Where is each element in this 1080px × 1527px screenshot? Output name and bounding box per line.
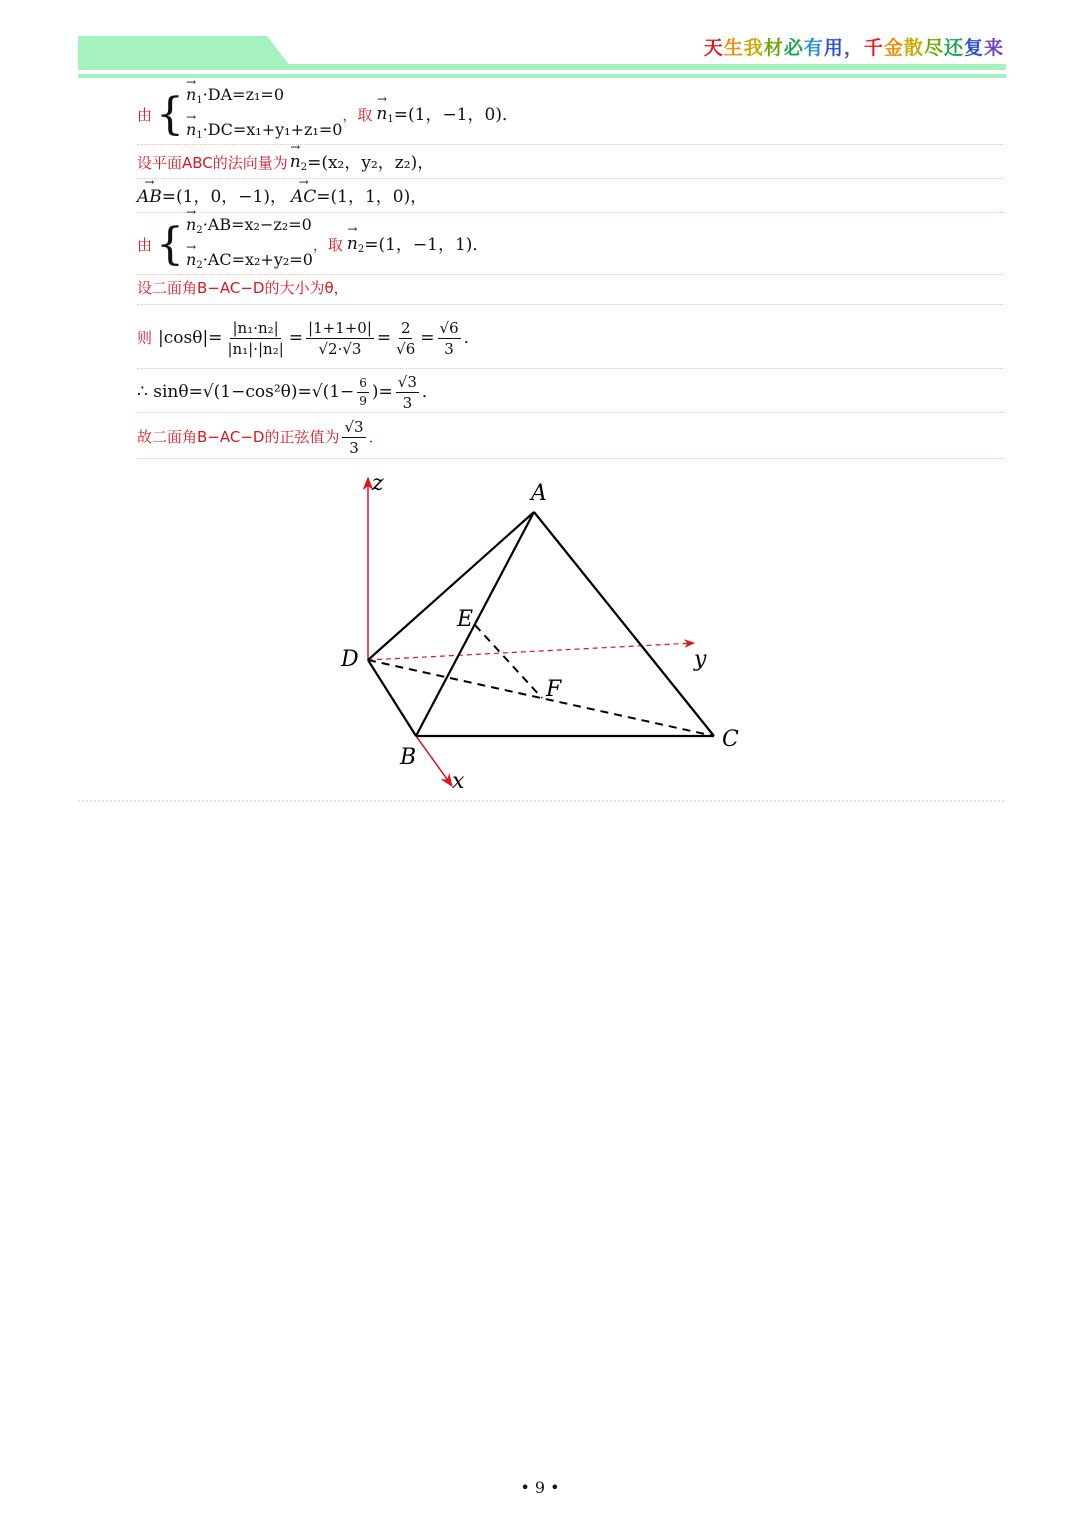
equation-1: ·DA=z₁=0	[202, 85, 285, 104]
vector-ab-value: =(1，0，−1)，	[161, 186, 287, 207]
equation-2: ·DC=x₁+y₁+z₁=0	[202, 120, 343, 139]
label-a: A	[531, 481, 547, 506]
label-z: z	[372, 471, 384, 496]
edge-ab	[416, 512, 534, 736]
conclusion-denominator: 3	[349, 438, 359, 457]
take-label-2: ，取	[312, 236, 343, 254]
take-label: ，取	[342, 106, 373, 124]
motto-char: 必	[783, 37, 804, 59]
motto-char: 来	[983, 37, 1004, 59]
brace-2: {	[156, 219, 185, 270]
solution-line-7: ∴ sinθ=√(1−cos²θ)=√(1− $\frac{6}{9}$ )= $\frac{√3}{3}$ ．	[137, 372, 1003, 413]
then-label: 则	[137, 329, 153, 347]
you-label: 由	[137, 106, 153, 124]
solution-line-1: 由 { → $n_1\cdot DA=z_1=0$ → $n_1\cdot DC=x_1+y_1+z_1=0$ ，取 → $n_1$ =(1，−1，0)．	[137, 86, 1003, 145]
motto-char: 千	[863, 37, 884, 59]
equation-4: ·AC=x₂+y₂=0	[202, 250, 313, 269]
motto-char: 有	[803, 37, 824, 59]
solution-line-8: 故二面角B−AC−D的正弦值为 $\frac{√3}{3}$ ．	[137, 416, 1003, 459]
conclusion-text: 故二面角B−AC−D的正弦值为	[137, 428, 340, 446]
motto-char: 用	[823, 37, 844, 59]
conclusion-numerator: √3	[344, 417, 364, 436]
frac3-denominator: √6	[396, 339, 416, 358]
frac1-numerator: |n₁·n₂|	[232, 318, 279, 337]
motto-char: 散	[903, 37, 924, 59]
label-d: D	[341, 647, 359, 672]
motto-char: 材	[763, 37, 784, 59]
motto-char: 生	[723, 37, 744, 59]
motto-char: 金	[883, 37, 904, 59]
normal-1-value: =(1，−1，0)．	[393, 104, 519, 125]
motto-char: ，	[843, 37, 864, 59]
label-b: B	[400, 745, 417, 770]
solution-line-6: 则 |cosθ|= $\frac{\text{|n₁·n₂|}}{\text{|n₁|·|n₂|}}$ = $\frac{|1+1+0|}{√2\cdot√3}$ = $\frac{2}{√6}$ = $\frac{√6}{3}$ ．	[137, 308, 1003, 369]
label-c: C	[722, 727, 739, 752]
segment-ef	[475, 625, 542, 698]
motto-char: 还	[943, 37, 964, 59]
cos-lhs: |cosθ|=	[158, 327, 223, 348]
motto-char: 尽	[923, 37, 944, 59]
normal-2-components: =(x₂，y₂，z₂)，	[307, 152, 435, 173]
label-f: F	[546, 677, 562, 702]
normal-vector-text: 设平面ABC的法向量为	[137, 154, 288, 172]
motto-char: 我	[743, 37, 764, 59]
frac4-denominator: 3	[444, 339, 454, 358]
sin-frac-denominator: 9	[359, 393, 367, 408]
equation-3: ·AB=x₂−z₂=0	[202, 215, 312, 234]
label-x: x	[452, 769, 465, 794]
sin-mid: )=	[371, 381, 393, 402]
vector-ac-value: =(1，1，0)，	[316, 186, 428, 207]
label-y: y	[694, 647, 707, 672]
edge-db	[368, 660, 416, 736]
dihedral-angle-text: 设二面角B−AC−D的大小为θ，	[137, 279, 349, 297]
page-number: • 9 •	[520, 1478, 560, 1497]
frac1-denominator: |n₁|·|n₂|	[227, 339, 284, 358]
solution-line-3: → AB =(1，0，−1)， → AC =(1，1，0)，	[137, 182, 1003, 213]
label-e: E	[457, 607, 474, 632]
sin-result-numerator: √3	[397, 372, 417, 391]
sin-lhs: ∴ sinθ=√(1−cos²θ)=√(1−	[137, 381, 355, 402]
frac2-numerator: |1+1+0|	[308, 318, 372, 337]
x-axis	[416, 736, 452, 786]
frac3-numerator: 2	[400, 318, 411, 337]
sin-result-denominator: 3	[402, 393, 413, 412]
frac4-numerator: √6	[439, 318, 459, 337]
brace: {	[156, 89, 185, 140]
motto-char: 天	[703, 37, 724, 59]
solution-line-2: 设平面ABC的法向量为 → $n_2$ =(x₂，y₂，z₂)，	[137, 148, 1003, 179]
normal-2-value: =(1，−1，1)．	[364, 234, 490, 255]
frac2-denominator: √2·√3	[318, 339, 362, 358]
motto-char: 复	[963, 37, 984, 59]
you-label-2: 由	[137, 236, 153, 254]
edge-da	[368, 512, 534, 660]
sin-frac-numerator: 6	[357, 376, 369, 392]
solution-line-4: 由 { → $n_2\cdot AB=x_2-z_2=0$ → $n_2\cdot AC=x_2+y_2=0$ ，取 → $n_2$ =(1，−1，1)．	[137, 216, 1003, 275]
